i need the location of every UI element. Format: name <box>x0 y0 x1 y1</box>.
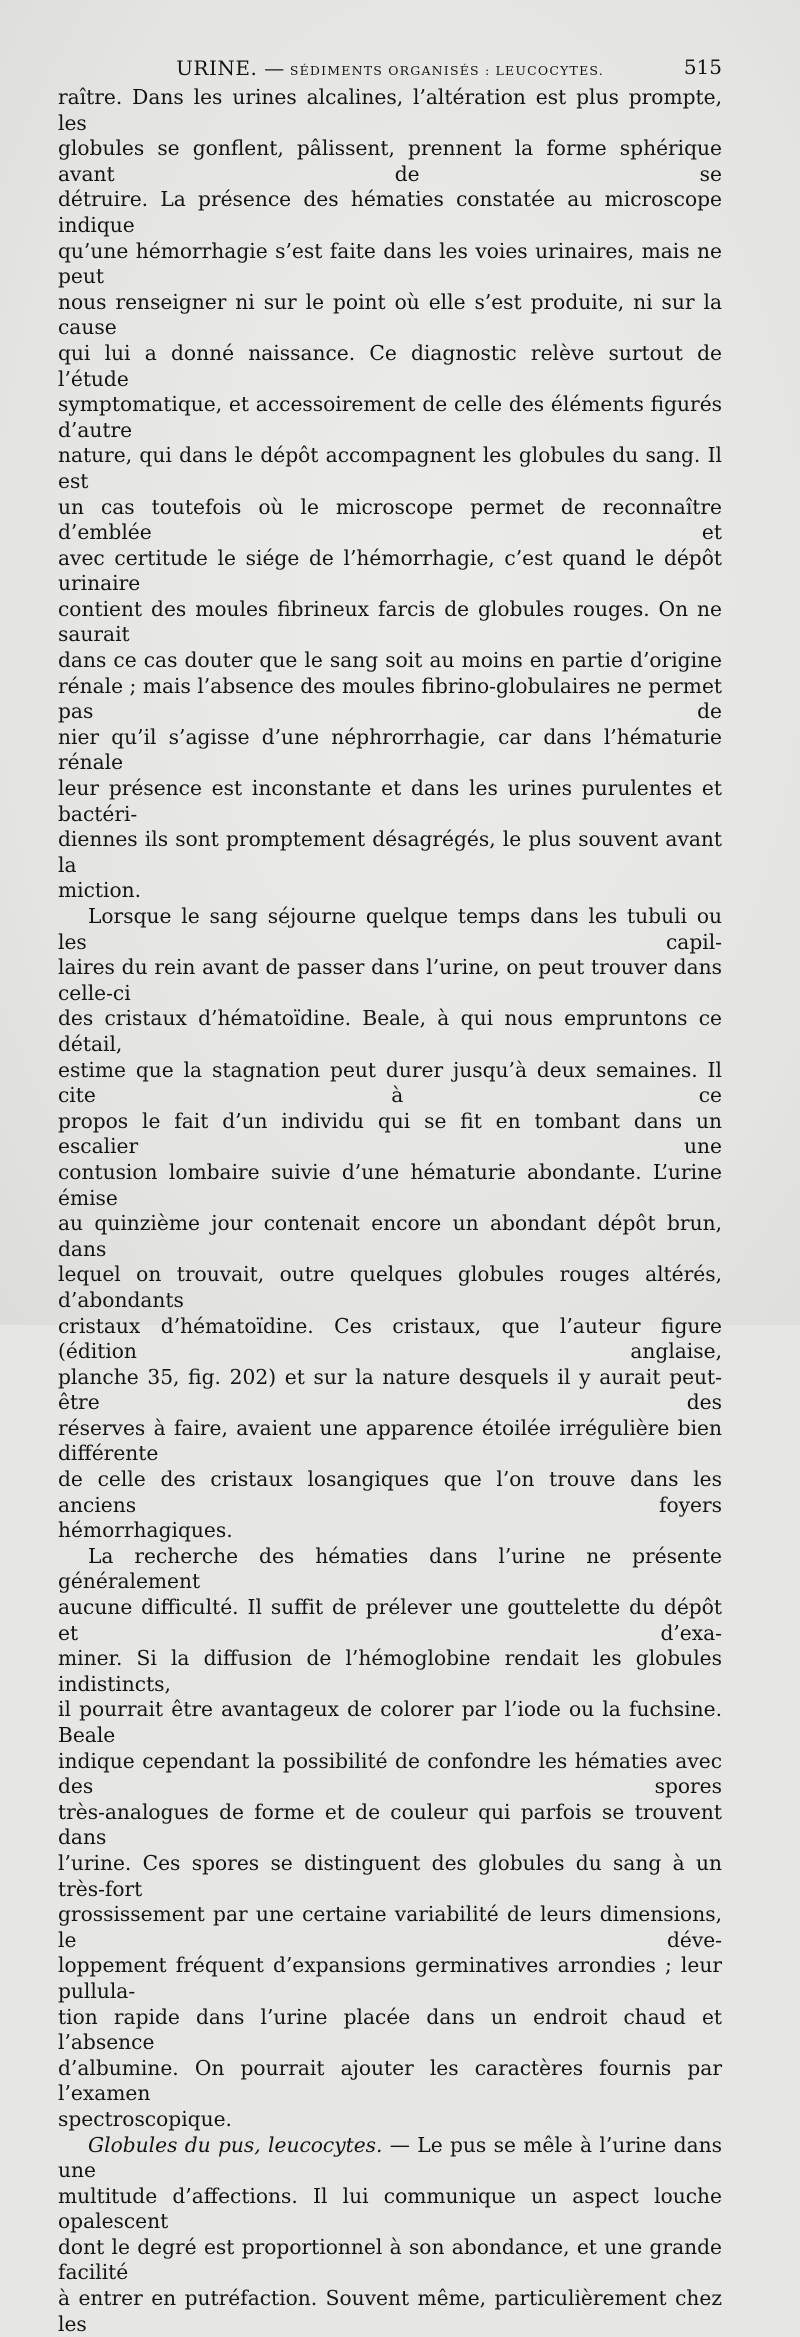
text-line: leur présence est inconstante et dans les urines purulentes et bactéri- <box>58 776 722 827</box>
text-line: nature, qui dans le dépôt accompagnent les globules du sang. Il est <box>58 443 722 494</box>
text-line: contusion lombaire suivie d’une hématurie abondante. L’urine émise <box>58 1160 722 1211</box>
paragraph-continuation <box>58 85 722 904</box>
text-line: lequel on trouvait, outre quelques globules rouges altérés, d’abondants <box>58 1262 722 1313</box>
text-line: nier qu’il s’agisse d’une néphrorrhagie, car dans l’hématurie rénale <box>58 725 722 776</box>
text-line: spectroscopique. <box>58 2107 722 2133</box>
text-line: très-analogues de forme et de couleur qui parfois se trouvent dans <box>58 1800 722 1851</box>
text-line: indique cependant la possibilité de confondre les hématies avec des spores <box>58 1749 722 1800</box>
text-line: miner. Si la diffusion de l’hémoglobine rendait les globules indistincts, <box>58 1646 722 1697</box>
text-line: propos le fait d’un individu qui se fit en tombant dans un escalier une <box>58 1109 722 1160</box>
text-line: laires du rein avant de passer dans l’urine, on peut trouver dans celle-ci <box>58 955 722 1006</box>
text-line: grossissement par une certaine variabilité de leurs dimensions, le déve- <box>58 1902 722 1953</box>
text-line: qu’une hémorrhagie s’est faite dans les voies urinaires, mais ne peut <box>58 239 722 290</box>
running-title <box>58 56 722 80</box>
text-line: symptomatique, et accessoirement de celle des éléments figurés d’autre <box>58 392 722 443</box>
page-number: 515 <box>684 55 722 79</box>
text-line: avec certitude le siége de l’hémorrhagie, c’est quand le dépôt urinaire <box>58 546 722 597</box>
section-heading: Globules du pus, leucocytes. <box>88 2133 382 2157</box>
text-line: estime que la stagnation peut durer jusqu’à deux semaines. Il cite à ce <box>58 1058 722 1109</box>
text-line: raître. Dans les urines alcalines, l’altération est plus prompte, les <box>58 85 722 136</box>
text-line: d’albumine. On pourrait ajouter les caractères fournis par l’examen <box>58 2056 722 2107</box>
text-line: La recherche des hématies dans l’urine ne présente généralement <box>58 1544 722 1595</box>
text-line: globules se gonflent, pâlissent, prennent la forme sphérique avant de se <box>58 136 722 187</box>
text-line: planche 35, fig. 202) et sur la nature desquels il y aurait peut-être des <box>58 1365 722 1416</box>
text-line: multitude d’affections. Il lui communique un aspect louche opalescent <box>58 2184 722 2235</box>
text-line: détruire. La présence des hématies constatée au microscope indique <box>58 187 722 238</box>
text-line: cristaux d’hématoïdine. Ces cristaux, que l’auteur figure (édition anglaise, <box>58 1314 722 1365</box>
text-line: Lorsque le sang séjourne quelque temps dans les tubuli ou les capil- <box>58 904 722 955</box>
text-line: un cas toutefois où le microscope permet de reconnaître d’emblée et <box>58 495 722 546</box>
text-line: réserves à faire, avaient une apparence étoilée irrégulière bien différente <box>58 1416 722 1467</box>
text-line: qui lui a donné naissance. Ce diagnostic relève surtout de l’étude <box>58 341 722 392</box>
line-text: — Le pus se mêle à l’urine dans une <box>58 2133 722 2183</box>
text-line: de celle des cristaux losangiques que l’on trouve dans les anciens foyers <box>58 1467 722 1518</box>
text-line: dans ce cas douter que le sang soit au moins en partie d’origine <box>58 648 722 674</box>
text-line: il pourrait être avantageux de colorer par l’iode ou la fuchsine. Beale <box>58 1697 722 1748</box>
text-line: dont le degré est proportionnel à son abondance, et une grande facilité <box>58 2235 722 2286</box>
text-line: aucune difficulté. Il suffit de prélever une gouttelette du dépôt et d’exa- <box>58 1595 722 1646</box>
paragraph-recherche-hematies <box>58 1544 722 2133</box>
text-line: tion rapide dans l’urine placée dans un endroit chaud et l’absence <box>58 2005 722 2056</box>
page-body <box>58 85 722 2337</box>
page-header <box>58 52 722 82</box>
text-line: miction. <box>58 878 722 904</box>
text-line: hémorrhagiques. <box>58 1518 722 1544</box>
paragraph-hematoidine <box>58 904 722 1544</box>
text-line: au quinzième jour contenait encore un abondant dépôt brun, dans <box>58 1211 722 1262</box>
text-line: loppement fréquent d’expansions germinatives arrondies ; leur pullula- <box>58 1953 722 2004</box>
text-line: à entrer en putréfaction. Souvent même, particulièrement chez les <box>58 2286 722 2337</box>
text-line: l’urine. Ces spores se distinguent des globules du sang à un très-fort <box>58 1851 722 1902</box>
paragraph-globules-du-pus <box>58 2133 722 2337</box>
text-line: contient des moules fibrineux farcis de globules rouges. On ne saurait <box>58 597 722 648</box>
running-title-main: URINE. — <box>176 56 285 80</box>
text-line: des cristaux d’hématoïdine. Beale, à qui nous empruntons ce détail, <box>58 1006 722 1057</box>
text-line <box>58 2133 722 2184</box>
running-title-sub: SÉDIMENTS ORGANISÉS : LEUCOCYTES. <box>290 63 604 78</box>
text-line: nous renseigner ni sur le point où elle s’est produite, ni sur la cause <box>58 290 722 341</box>
text-line: diennes ils sont promptement désagrégés, le plus souvent avant la <box>58 827 722 878</box>
text-line: rénale ; mais l’absence des moules fibrino-globulaires ne permet pas de <box>58 674 722 725</box>
